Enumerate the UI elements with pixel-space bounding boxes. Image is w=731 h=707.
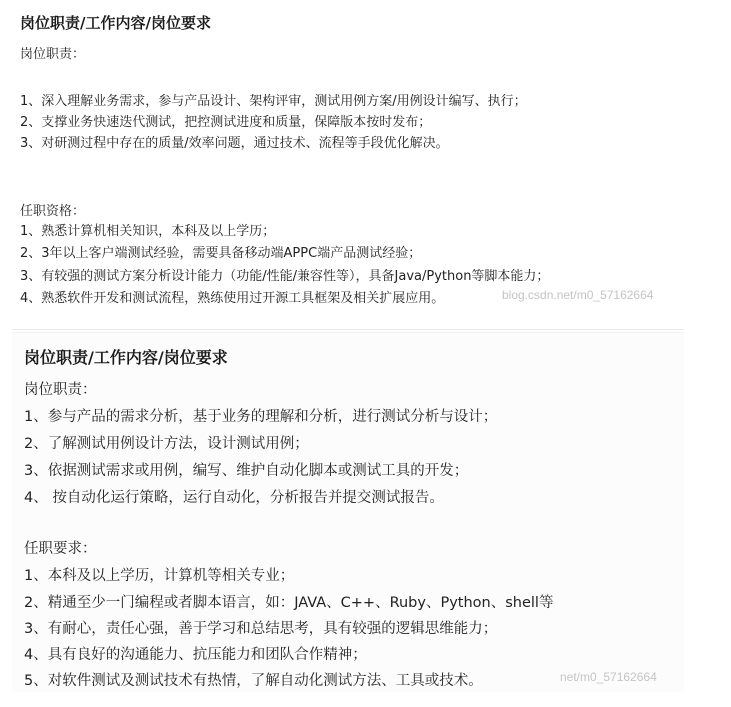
duties-heading: 岗位职责： [20,47,86,62]
watermark-text: blog.csdn.net/m0_57162664 [502,288,654,302]
duty-item: 3、对研测过程中存在的质量/效率问题，通过技术、流程等手段优化解决。 [20,136,449,151]
duty-item: 1、深入理解业务需求，参与产品设计、架构评审，测试用例方案/用例设计编写、执行； [20,94,527,109]
duties-heading: 岗位职责： [24,382,97,398]
watermark-text: net/m0_57162664 [560,670,657,684]
duty-item: 4、 按自动化运行策略，运行自动化，分析报告并提交测试报告。 [24,490,444,506]
qualification-item: 1、熟悉计算机相关知识，本科及以上学历； [20,224,276,239]
requirements-heading: 任职要求： [24,541,97,557]
qualifications-heading: 任职资格： [20,204,86,219]
job-description-card-1 [12,0,684,330]
section-title: 岗位职责/工作内容/岗位要求 [24,348,228,367]
job-description-card-2 [12,332,684,692]
requirement-item: 1、本科及以上学历，计算机等相关专业； [24,568,295,584]
duty-item: 2、了解测试用例设计方法，设计测试用例； [24,436,309,452]
requirement-item: 3、有耐心，责任心强，善于学习和总结思考，具有较强的逻辑思维能力； [24,621,498,637]
section-title: 岗位职责/工作内容/岗位要求 [20,14,211,32]
requirement-item: 2、精通至少一门编程或者脚本语言，如：JAVA、C++、Ruby、Python、shell等 [24,595,554,611]
qualification-item: 3、有较强的测试方案分析设计能力（功能/性能/兼容性等），具备Java/Python等脚本能力； [20,269,550,284]
duty-item: 2、支撑业务快速迭代测试，把控测试进度和质量，保障版本按时发布； [20,115,432,130]
requirement-item: 4、具有良好的沟通能力、抗压能力和团队合作精神； [24,647,367,663]
requirement-item: 5、对软件测试及测试技术有热情，了解自动化测试方法、工具或技术。 [24,673,483,689]
duty-item: 1、参与产品的需求分析，基于业务的理解和分析，进行测试分析与设计； [24,409,498,425]
duty-item: 3、依据测试需求或用例，编写、维护自动化脚本或测试工具的开发； [24,463,469,479]
qualification-item: 2、3年以上客户端测试经验，需要具备移动端APPC端产品测试经验； [20,246,422,261]
qualification-item: 4、熟悉软件开发和测试流程，熟练使用过开源工具框架及相关扩展应用。 [20,291,445,306]
